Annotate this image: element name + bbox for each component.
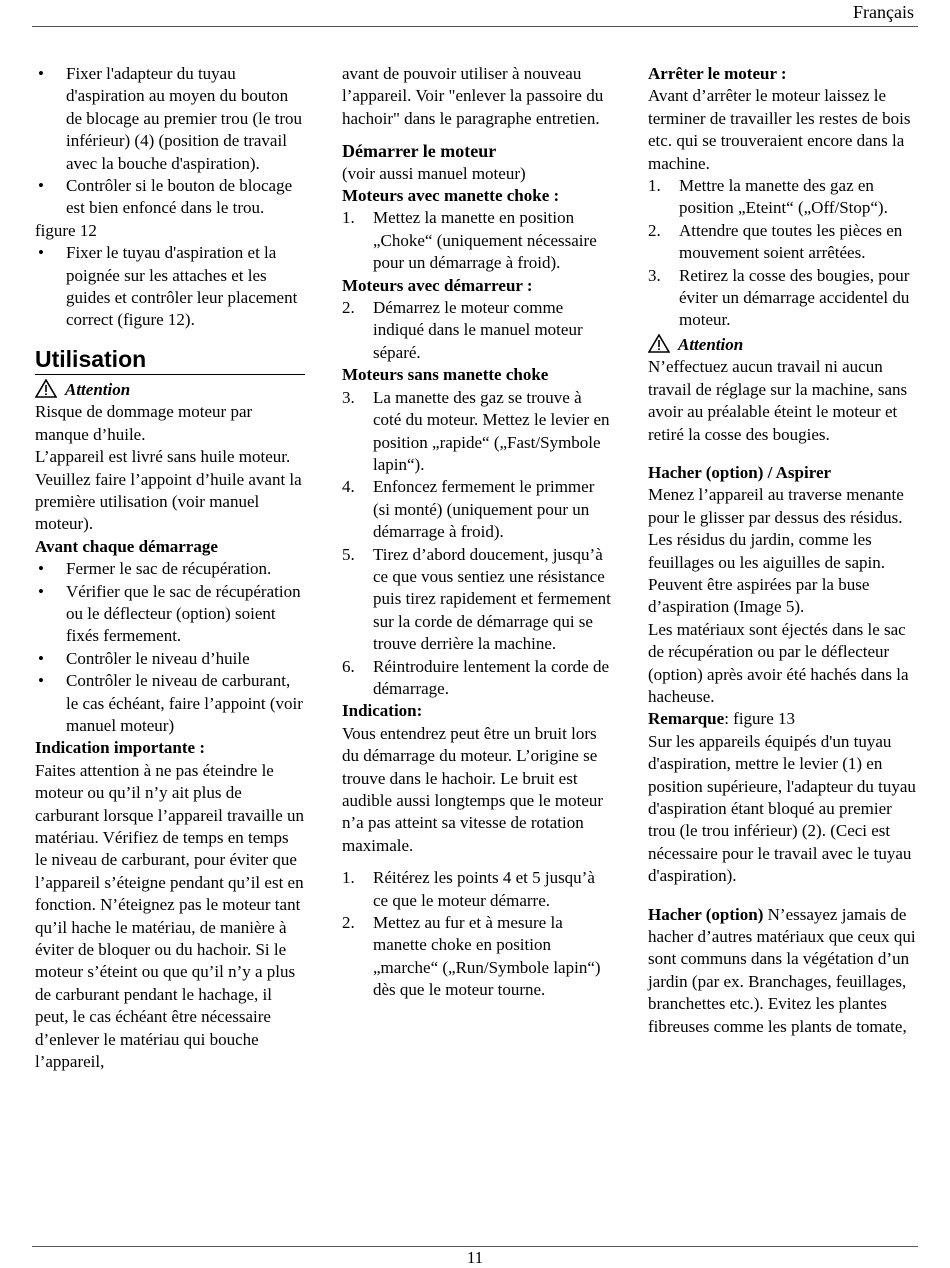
- header-language: Français: [853, 2, 914, 22]
- list-item: • Contrôler si le bouton de blocage est bien enfoncé dans le trou.: [35, 175, 305, 220]
- list-item: 2. Attendre que toutes les pièces en mouvement soient arrêtées.: [648, 220, 903, 263]
- chop-label: Hacher (option): [648, 904, 764, 924]
- warning-triangle-icon: [35, 379, 57, 398]
- attention-text: N’effectuez aucun travail ni aucun travail de réglage sur la machine, sans avoir au préalable éteint le moteur et retiré la cosse des bougies.: [648, 357, 908, 444]
- list-item: 5. Tirez d’abord doucement, jusqu’à ce que vous sentiez une résistance puis tirez rapidement et fermement sur la corde de démarrage qui se trouve derrière la machine.: [342, 544, 611, 654]
- page-number: 11: [466, 1248, 484, 1267]
- bullet-list-hose: [35, 242, 305, 332]
- stop-steps-list: [648, 175, 918, 332]
- warning-triangle-icon: [648, 334, 670, 353]
- list-item: 3. Retirez la cosse des bougies, pour éviter un démarrage accidentel du moteur.: [648, 265, 910, 330]
- remark-figure: : figure 13: [724, 709, 796, 729]
- list-item: • Contrôler le niveau d’huile: [35, 648, 305, 670]
- no-choke-list: [342, 387, 612, 701]
- starter-heading: Moteurs avec démarreur :: [342, 275, 533, 295]
- before-start-list: [35, 558, 305, 737]
- section-title: Utilisation: [35, 345, 305, 375]
- list-item: • Contrôler le niveau de carburant, le cas échéant, faire l’appoint (voir manuel moteur): [35, 670, 305, 737]
- list-item: 2. Démarrez le moteur comme indiqué dans le manuel moteur séparé.: [342, 298, 583, 362]
- important-heading: Indication importante :: [35, 738, 205, 758]
- list-item: 6. Réintroduire lentement la corde de démarrage.: [342, 656, 610, 698]
- chop-aspirate-text: Menez l’appareil au traverse menante pour le glisser par dessus des résidus. Les résidus du jardin, comme les feuillages ou les aiguilles de sapin. Peuvent être aspirées par la buse d’aspiration (Image 5).: [648, 485, 904, 617]
- remark-label: Remarque: [648, 709, 725, 729]
- before-start-heading: Avant chaque démarrage: [35, 536, 218, 556]
- final-steps-list: [342, 867, 612, 1001]
- list-item: 1. Réitérez les points 4 et 5 jusqu’à ce que le moteur démarre.: [342, 868, 595, 910]
- list-item: • Vérifier que le sac de récupération ou le déflecteur (option) soient fixés fermement.: [35, 581, 305, 648]
- attention-text: L’appareil est livré sans huile moteur. Veuillez faire l’appoint d’huile avant la première utilisation (voir manuel moteur).: [35, 447, 302, 534]
- attention-heading: [35, 379, 305, 401]
- attention-label: Attention: [678, 334, 744, 354]
- stop-engine-heading: Arrêter le moteur :: [648, 64, 787, 83]
- list-item: 2. Mettez au fur et à mesure la manette choke en position „marche“ („Run/Symbole lapin“) dès que le moteur tourne.: [342, 913, 601, 1000]
- attention-text: Risque de dommage moteur par manque d’huile.: [35, 402, 253, 444]
- no-choke-heading: Moteurs sans manette choke: [342, 365, 549, 385]
- footer-rule: [32, 1246, 918, 1247]
- list-item: • Fermer le sac de récupération.: [35, 558, 305, 580]
- chop-aspirate-text: Les matériaux sont éjectés dans le sac de récupération ou par le déflecteur (option) après avoir été hachés dans la hacheuse.: [648, 619, 909, 706]
- figure-reference: figure 12: [35, 220, 97, 240]
- continued-text: avant de pouvoir utiliser à nouveau l’appareil. Voir "enlever la passoire du hachoir" dans le paragraphe entretien.: [342, 64, 604, 128]
- attention-heading: [648, 334, 918, 356]
- list-item: 1. Mettre la manette des gaz en position „Eteint“ („Off/Stop“).: [648, 176, 888, 218]
- list-item: 3. La manette des gaz se trouve à coté du moteur. Mettez le levier en position „rapide“ („Fast/Symbole lapin“).: [342, 387, 610, 474]
- list-item: • Fixer le tuyau d'aspiration et la poignée sur les attaches et les guides et contrôler leur placement correct (figure 12).: [35, 242, 305, 332]
- list-item: 4. Enfoncez fermement le primmer (si monté) (uniquement pour un démarrage à froid).: [342, 477, 595, 542]
- remark-line: [648, 708, 918, 730]
- header-rule: [32, 26, 918, 27]
- choke-list: [342, 207, 612, 274]
- column-2: [342, 63, 612, 1002]
- start-engine-heading: Démarrer le moteur: [342, 141, 497, 162]
- chop-aspirate-heading: Hacher (option) / Aspirer: [648, 462, 832, 482]
- start-engine-subtitle: (voir aussi manuel moteur): [342, 163, 526, 183]
- list-item: • Fixer l'adapteur du tuyau d'aspiration au moyen du bouton de blocage au premier trou (le trou inférieur) (4) (position de travail avec la bouche d'aspiration).: [35, 63, 305, 175]
- chop-paragraph: [648, 904, 918, 1038]
- indication-text: Vous entendrez peut être un bruit lors du démarrage du moteur. L’origine se trouve dans le hachoir. Le bruit est audible aussi longtemps que le moteur n’a pas atteint sa vitesse de rotation maximale.: [342, 723, 604, 855]
- remark-body: Sur les appareils équipés d'un tuyau d'aspiration, mettre le levier (1) en position supérieure, l'adapteur du tuyau d'aspiration étant bloqué au premier trou (le trou inférieur) (2). (Ceci est nécessaire pour le travail avec le tuyau d'aspiration).: [648, 731, 916, 886]
- important-text: Faites attention à ne pas éteindre le moteur ou qu’il n’y ait plus de carburant lorsque l’appareil travaille un matériau. Vérifiez de temps en temps le niveau de carburant, pour éviter que l’appareil s’éteigne pendant qu’il est en fonction. N’éteignez pas le moteur tant qu’il hache le matériau, de manière à éviter de bloquer ou du hachoir. Si le moteur s’éteint ou que qu’il n’y a plus de carburant pendant le hachage, il peut, le cas échéant être nécessaire d’enlever le matériau qui bouche l’appareil,: [35, 760, 305, 1072]
- stop-engine-text: Avant d’arrêter le moteur laissez le terminer de travailler les restes de bois etc. qui se trouveraient encore dans la machine.: [648, 86, 911, 173]
- list-item: 1. Mettez la manette en position „Choke“ (uniquement nécessaire pour un démarrage à froid).: [342, 208, 597, 273]
- choke-heading: Moteurs avec manette choke :: [342, 186, 560, 206]
- indication-heading: Indication:: [342, 701, 423, 721]
- column-1: [35, 63, 305, 1073]
- column-3: [648, 63, 918, 1038]
- chop-text: N’essayez jamais de hacher d’autres matériaux que ceux qui sont communs dans la végétation d’un jardin (par ex. Branchages, feuillages, branchettes etc.). Evitez les plantes fibreuses comme les plants de tomate,: [648, 904, 916, 1036]
- starter-list: [342, 297, 612, 364]
- bullet-list-adapter: [35, 63, 305, 220]
- attention-label: Attention: [65, 379, 131, 399]
